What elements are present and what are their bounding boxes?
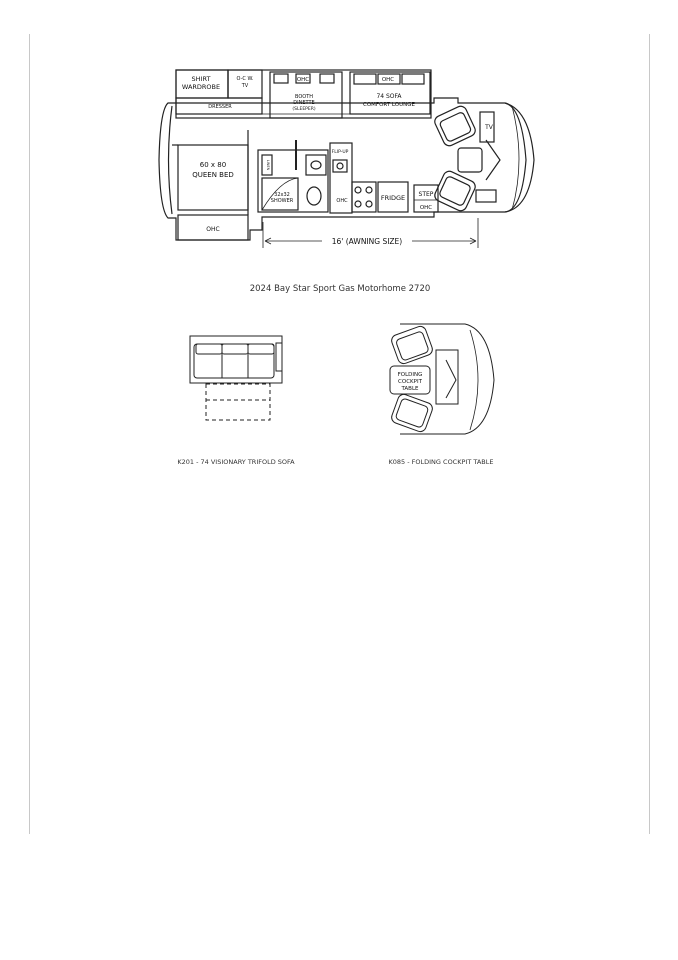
label-ohc-bedroom: OHC bbox=[206, 226, 220, 233]
label-dinette: DINETTE bbox=[293, 100, 315, 106]
label-ohc-sofa: OHC bbox=[381, 77, 395, 83]
option-trifold-sofa bbox=[190, 336, 282, 420]
option-table-caption: K085 - FOLDING COCKPIT TABLE bbox=[388, 458, 494, 466]
plan-title: 2024 Bay Star Sport Gas Motorhome 2720 bbox=[249, 284, 431, 294]
label-74-sofa: 74 SOFA bbox=[376, 93, 402, 100]
main-floorplan bbox=[159, 70, 534, 240]
label-flipup: FLIP-UP bbox=[331, 150, 349, 155]
label-shower: SHOWER bbox=[270, 198, 294, 204]
label-linen: LINEN bbox=[266, 159, 270, 171]
label-comfort-lounge: COMFORT LOUNGE bbox=[362, 102, 416, 108]
label-booth: BOOTH bbox=[294, 94, 314, 100]
label-queen-bed: QUEEN BED bbox=[192, 171, 234, 179]
label-step: STEP bbox=[418, 191, 434, 198]
label-ohc-tv: O-C W. bbox=[236, 76, 254, 82]
range bbox=[352, 182, 376, 212]
label-ohc-galley: OHC bbox=[336, 198, 348, 204]
label-table: TABLE bbox=[401, 386, 419, 392]
option-sofa-caption: K201 - 74 VISIONARY TRIFOLD SOFA bbox=[177, 458, 295, 466]
label-shower-size: 32x32 bbox=[274, 192, 290, 198]
label-tv-small: TV bbox=[241, 83, 249, 89]
label-step-ohc: OHC bbox=[419, 205, 433, 211]
label-shirt: SHIRT bbox=[191, 75, 211, 83]
label-bed-size: 60 x 80 bbox=[199, 161, 227, 169]
label-tv: TV bbox=[485, 124, 493, 131]
label-wardrobe: WARDROBE bbox=[181, 83, 221, 91]
toilet bbox=[307, 187, 321, 205]
label-cockpit: COCKPIT bbox=[398, 379, 422, 385]
label-fridge: FRIDGE bbox=[380, 194, 406, 202]
label-folding: FOLDING bbox=[397, 372, 423, 378]
label-awning: 16' (AWNING SIZE) bbox=[331, 237, 403, 246]
label-sleeper: (SLEEPER) bbox=[292, 107, 316, 112]
label-ohc-dinette: OHC bbox=[296, 77, 310, 83]
label-dresser: DRESSER bbox=[208, 104, 232, 110]
cockpit-seats bbox=[433, 104, 500, 212]
